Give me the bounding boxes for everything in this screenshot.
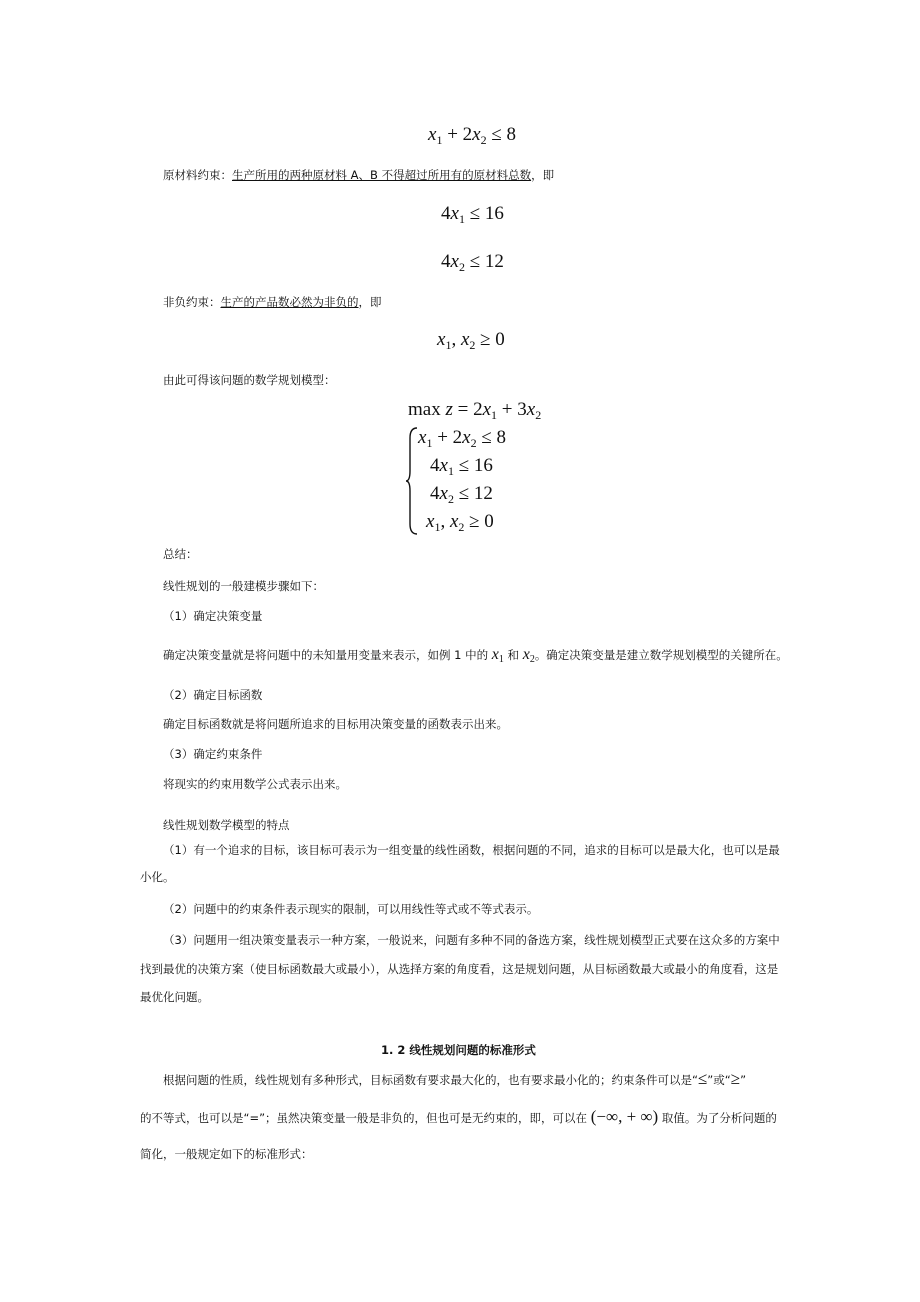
subscript: 2	[447, 492, 454, 506]
feature3-line3: 最优化问题。	[140, 990, 209, 1004]
equation-nonnegative	[437, 328, 505, 352]
relation: ≤ 12	[469, 251, 504, 272]
nonnegative-paragraph	[163, 293, 382, 311]
var-x: x	[428, 124, 437, 145]
var-x: x	[526, 399, 536, 420]
inline-x1	[492, 646, 504, 663]
section-title: 1. 2 线性规划问题的标准形式	[381, 1043, 536, 1057]
step2-text: 确定目标函数就是将问题所追求的目标用决策变量的函数表示出来。	[163, 717, 508, 731]
operator: = 2	[457, 399, 483, 420]
operator: + 2	[437, 427, 463, 448]
var-x: x	[450, 251, 459, 272]
subscript: 2	[458, 260, 465, 274]
steps-intro: 线性规划的一般建模步骤如下：	[163, 579, 324, 593]
equation-material-a	[441, 202, 504, 226]
interval: (−∞, + ∞)	[590, 1107, 659, 1126]
model-constraint-3	[430, 482, 493, 506]
comma: ,	[440, 511, 446, 532]
var-x: x	[460, 329, 470, 350]
text: 根据问题的性质，线性规划有多种形式，目标函数有要求最大化的，也有要求最小化的；约束条件可以是“	[163, 1073, 698, 1087]
model-objective	[408, 398, 541, 422]
var-x: x	[437, 329, 446, 350]
var-z: z	[445, 399, 453, 420]
step2-title: （2）确定目标函数	[163, 688, 263, 702]
relation: ≥ 0	[480, 329, 505, 350]
subscript: 2	[480, 133, 487, 147]
text: ，即	[358, 295, 382, 309]
subscript: 1	[436, 133, 443, 147]
subscript: 2	[529, 654, 535, 665]
model-constraint-1	[418, 426, 506, 450]
le-symbol: ≤	[697, 1069, 708, 1088]
relation: ≤ 8	[481, 427, 507, 448]
coefficient: 4	[430, 455, 440, 476]
raw-material-paragraph	[163, 166, 554, 184]
step1-text	[163, 646, 788, 664]
equation-resource-constraint	[428, 123, 516, 147]
comma: ,	[451, 329, 457, 350]
feature3-line2: 找到最优的决策方案（使目标函数最大或最小），从选择方案的角度看，这是规划问题，从目标函数最大或最小的角度看，这是	[140, 962, 779, 976]
var-x: x	[418, 427, 427, 448]
label: 非负约束：	[163, 295, 221, 309]
var-x: x	[449, 511, 459, 532]
var-x: x	[450, 203, 459, 224]
feature1-line2: 小化。	[140, 870, 175, 884]
inline-x2	[523, 646, 535, 663]
underlined-text: 生产的产品数必然为非负的	[220, 295, 359, 309]
standard-form-line2	[140, 1108, 777, 1127]
subscript: 2	[469, 338, 476, 352]
var-x: x	[482, 399, 492, 420]
model-constraint-2	[430, 454, 493, 478]
subscript: 1	[458, 212, 465, 226]
subscript: 2	[535, 408, 542, 422]
step3-title: （3）确定约束条件	[163, 747, 263, 761]
constraint-brace	[405, 426, 419, 536]
subscript: 1	[445, 338, 452, 352]
subscript: 1	[426, 436, 433, 450]
text: ”	[740, 1073, 747, 1087]
max-operator: max	[408, 399, 441, 420]
model-intro: 由此可得该问题的数学规划模型：	[163, 373, 336, 387]
features-title: 线性规划数学模型的特点	[163, 818, 290, 832]
text: ，即	[531, 168, 555, 182]
relation: ≤ 16	[469, 203, 504, 224]
relation: ≥ 0	[469, 511, 494, 532]
var-x: x	[472, 124, 481, 145]
operator: + 3	[501, 399, 527, 420]
equation-material-b	[441, 250, 504, 274]
subscript: 2	[470, 436, 477, 450]
relation: ≤ 16	[458, 455, 493, 476]
var-x: x	[439, 455, 448, 476]
subscript: 1	[498, 654, 504, 665]
model-constraint-4	[426, 510, 494, 534]
standard-form-line3: 简化，一般规定如下的标准形式：	[140, 1147, 313, 1161]
standard-form-line1	[163, 1070, 746, 1089]
var-x: x	[426, 511, 435, 532]
summary-label: 总结：	[163, 547, 198, 561]
relation: ≤ 12	[458, 483, 493, 504]
subscript: 1	[491, 408, 498, 422]
text: 。确定决策变量是建立数学规划模型的关键所在。	[534, 648, 788, 662]
coefficient: 4	[441, 203, 451, 224]
feature2: （2）问题中的约束条件表示现实的限制，可以用线性等式或不等式表示。	[163, 902, 539, 916]
subscript: 1	[434, 520, 441, 534]
feature3-line1: （3）问题用一组决策变量表示一种方案，一般说来，问题有多种不同的备选方案，线性规划模型正式要在这众多的方案中	[163, 933, 780, 947]
relation: ≤ 8	[491, 124, 517, 145]
step1-title: （1）确定决策变量	[163, 609, 263, 623]
label: 原材料约束：	[163, 168, 232, 182]
var-x: x	[462, 427, 471, 448]
text: 确定决策变量就是将问题中的未知量用变量来表示，如例 1 中的	[163, 648, 489, 662]
var-x: x	[522, 646, 530, 663]
text: 的不等式，也可以是“=”；虽然决策变量一般是非负的，但也可是无约束的，即，可以在	[140, 1111, 588, 1125]
text: 取值。为了分析问题的	[661, 1111, 777, 1125]
coefficient: 4	[441, 251, 451, 272]
var-x: x	[439, 483, 448, 504]
operator: + 2	[447, 124, 473, 145]
subscript: 2	[458, 520, 465, 534]
var-x: x	[491, 646, 499, 663]
underlined-text: 生产所用的两种原材料 A、B 不得超过所用有的原材料总数	[232, 168, 532, 182]
feature1-line1: （1）有一个追求的目标，该目标可表示为一组变量的线性函数，根据问题的不同，追求的目标可以是最大化，也可以是最	[163, 843, 780, 857]
text: ”或“	[707, 1073, 731, 1087]
step3-text: 将现实的约束用数学公式表示出来。	[163, 777, 347, 791]
coefficient: 4	[430, 483, 440, 504]
text: 和	[507, 648, 520, 662]
subscript: 1	[447, 464, 454, 478]
ge-symbol: ≥	[730, 1069, 741, 1088]
